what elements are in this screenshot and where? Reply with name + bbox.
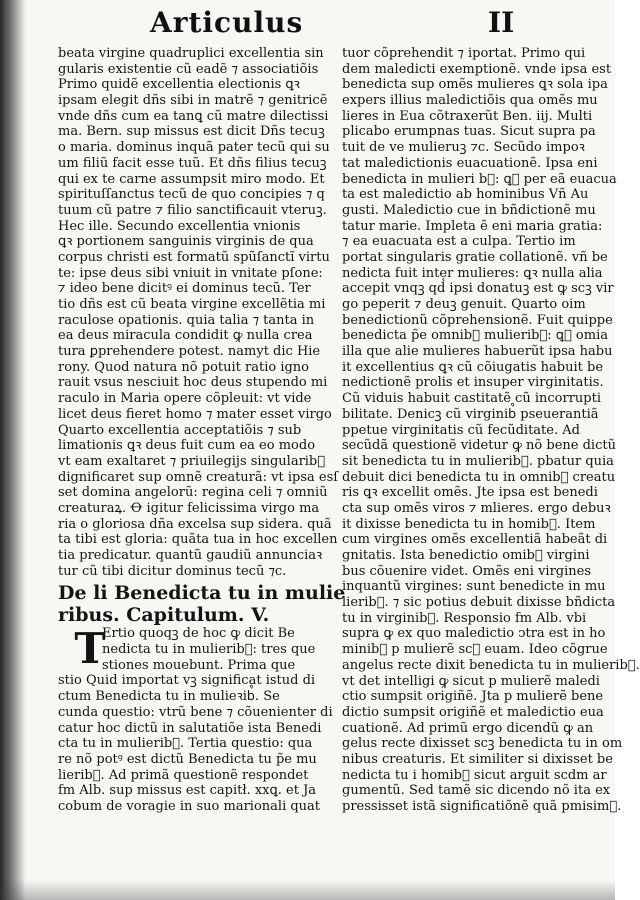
text-line: cta sup omẽs viros ⁊ mlieres. ergo debuꝛ xyxy=(342,500,611,516)
text-line: ctum Benedicta tu in mulieꝛib᷒. Se xyxy=(58,689,280,705)
text-line: ꝗꝛ portionem sanguinis virginis de qua xyxy=(58,234,314,250)
text-line: bilitate. Denicꝫ cũ virginib᷒ pseuerantiã xyxy=(342,406,599,422)
text-line: lierib᷒. Ad primã questionẽ respondet xyxy=(58,767,309,783)
text-line: supra ꝙ ex quo maledictio ↄtra est in ho xyxy=(342,626,606,642)
text-line: nedictionẽ prolis et insuper virginitatis. xyxy=(342,375,604,391)
text-line: tura ꝑprehendere potest. namyt dic Hie xyxy=(58,344,321,360)
text-line: angelus recte dixit benedicta tu in mulierib᷒. xyxy=(342,657,640,673)
text-line: catur hoc dictũ in salutatiõe ista Benedi xyxy=(58,720,322,736)
text-line: bus cõuenire videt. Omẽs eni virgines xyxy=(342,563,592,579)
text-line: tuit de ve mulieruꝫ ⁊c. Secũdo impoꝛ xyxy=(342,140,585,156)
text-line: it dixisse benedicta tu in homib᷒. Item xyxy=(342,516,596,532)
text-line: ea deus miracula condidit ꝙ nulla crea xyxy=(58,328,313,344)
text-line: o maria. dominus inquã pater tecũ qui su xyxy=(58,140,330,156)
text-line: te: ipse deus sibi vniuit in vnitate pſone: xyxy=(58,265,323,281)
text-line: ribus. Capitulum. V. xyxy=(58,604,270,627)
text-line: sit benedicta tu in mulierib᷒. pbatur quia xyxy=(342,453,614,469)
text-line: fm Alb. sup missus est capitł. xxꝗ. et Ja xyxy=(58,783,317,799)
text-line: Cũ viduis habuit castitatẽ cũ incorrupti xyxy=(342,391,601,407)
text-line: tio dñs est cũ beata virgine excellẽtia mi xyxy=(58,297,326,312)
text-line: ta est maledictio ab hominibus Vñ Au xyxy=(342,187,589,203)
text-line: nedicta tu in mulierib᷒: tres que xyxy=(102,642,316,658)
text-line: ipsam elegit dñs sibi in matrẽ ⁊ genitricẽ xyxy=(58,93,328,109)
text-line: cum virgines omẽs excellentiã habeãt di xyxy=(342,532,608,548)
chapter-heading xyxy=(58,582,346,627)
text-line: dem maledicti exemptionẽ. vnde ipsa est xyxy=(342,61,612,77)
text-line: nibus creaturis. Et similiter si dixisset be xyxy=(342,751,613,767)
text-line: cuationẽ. Ad primũ ergo dicendũ ꝙ an xyxy=(342,720,594,736)
text-line: ma. Bern. sup missus est dicit Dñs tecuꝫ xyxy=(58,124,325,140)
text-line: set domina angelorũ: regina celi ⁊ omniũ xyxy=(58,485,328,501)
text-line: benedicta p̃e omnib᷒ mulierib᷒: ꝗꝛ omia xyxy=(342,328,608,344)
text-line: ria o gloriosa dña excelsa sup sidera. quã xyxy=(58,516,332,532)
text-line: Quarto excellentia acceptatiõis ⁊ sub xyxy=(58,422,302,438)
text-line: ctio sumpsit origiñẽ. Jta p mulierẽ bene xyxy=(342,689,604,705)
text-line: spirituſſanctus tecũ de quo concipies ⁊ q xyxy=(58,187,325,203)
text-line: qui ex te carne assumpsit miro modo. Et xyxy=(58,171,325,187)
text-line: Hec ille. Secundo excellentia vnionis xyxy=(58,218,301,234)
text-line: ⁊ ea euacuata est a culpa. Tertio im xyxy=(342,234,576,250)
text-line: gularis existentie cũ eadẽ ⁊ associatiõis xyxy=(58,61,319,77)
drop-cap-paragraph xyxy=(58,626,320,673)
right-column-text xyxy=(342,46,640,815)
text-line: secũdã questionẽ videtur ꝙ nõ bene dictũ xyxy=(342,438,616,454)
text-line: tu in virginib᷒. Responsio fm Alb. vbi xyxy=(342,610,587,626)
text-line: limationis ꝗꝛ deus fuit cum ea eo modo xyxy=(58,438,316,454)
text-line: cobum de voragie in suo marionali quat xyxy=(58,798,321,814)
left-column xyxy=(58,46,346,815)
text-line: pressisset istã significatiõnẽ quã pmisim᷒. xyxy=(342,799,622,814)
text-line: rony. Quod natura nõ potuit ratio igno xyxy=(58,359,309,375)
text-line: ppetue virginitatis cũ fecũditate. Ad xyxy=(342,422,580,438)
drop-cap-initial: T xyxy=(74,624,106,674)
text-line: stio Quid importat vꝫ significat istud di xyxy=(58,673,316,689)
text-line: licet deus fieret homo ⁊ mater esset virgo xyxy=(58,406,332,422)
text-line: inquantũ virgines: sunt benedicte in mu xyxy=(342,579,606,595)
text-line: tatur marie. Impleta ẽ eni maria gratia: xyxy=(342,218,603,234)
text-line: raculo in Maria opere cõpleuit: vt vide xyxy=(58,391,312,407)
text-line: ta tibi est gloria: quãta tua in hoc excellen xyxy=(58,532,338,548)
text-line: gumentũ. Sed tamẽ sic dicendo nõ ita ex xyxy=(342,783,611,799)
text-line: rauit vsus nesciuit hoc deus stupendo mi xyxy=(58,375,328,391)
text-line: it excellentius ꝗꝛ cũ cõiugatis habuit be xyxy=(342,359,604,375)
text-line: vt det intelligi ꝙ sicut p mulierẽ maledi xyxy=(342,673,600,689)
text-line: tuum cũ patre ⁊ filio sanctificauit vteruꝫ. xyxy=(58,202,327,218)
text-line: beata virgine quadruplici excellentia sin xyxy=(58,46,324,61)
text-line: nedicta tu i homib᷒ sicut arguit scdm ar xyxy=(342,767,607,783)
text-line: ⁊ ideo bene dicitꝰ ei dominus tecũ. Ter xyxy=(58,281,311,297)
text-line: accepit vnqꝫ qd̾ ipsi donatuꝫ est ꝙ scꝫ vir xyxy=(342,281,614,297)
left-column-top-text xyxy=(58,46,339,579)
text-line: gusti. Maledictio cue in bñdictionẽ mu xyxy=(342,202,596,218)
text-line: debuit dici benedicta tu in omnib᷒ creatu xyxy=(342,469,616,485)
right-column xyxy=(342,46,640,815)
text-line: expers illius maledictiõis qua omẽs mu xyxy=(342,93,598,109)
text-line: Ertio quoqꝫ de hoc ꝙ dicit Be xyxy=(102,626,295,642)
text-line: gelus recte dixisset scꝫ benedicta tu in om xyxy=(342,736,623,752)
text-line: tuor cõprehendit ⁊ iportat. Primo qui xyxy=(342,46,586,61)
text-line: tat maledictionis euacuationẽ. Ipsa eni xyxy=(342,155,598,171)
text-line: tur cũ tibi dicitur dominus tecũ ⁊c. xyxy=(58,563,287,579)
text-line: raculose opationis. quia talia ⁊ tanta in xyxy=(58,312,315,328)
text-line: vnde dñs cum ea tanꝗ cũ matre dilectissi xyxy=(58,108,329,124)
running-head: Articulus xyxy=(150,6,304,39)
text-line: lierib᷒. ⁊ sic potius debuit dixisse bñdicta xyxy=(342,595,616,611)
text-line: Primo quidẽ excellentia electionis ꝗꝛ xyxy=(58,77,300,93)
text-line: plicabo erumpnas tuas. Sicut supra pa xyxy=(342,124,596,140)
text-line: gnitatis. Ista benedictio omib᷒ virgini xyxy=(342,548,590,563)
text-line: benedicta in mulieri b᷒: ꝗꝛ per eã euacua xyxy=(342,171,617,187)
text-line: lieres in Eua cõtraxerũt Ben. iij. Multi xyxy=(342,108,593,124)
text-line: nedicta fuit inter mulieres: ꝗꝛ nulla alia xyxy=(342,265,603,281)
folio-number: II xyxy=(488,6,515,39)
text-line: illa que alie mulieres habuerũt ipsa habu xyxy=(342,344,613,360)
text-line: cta tu in mulierib᷒. Tertia questio: qua xyxy=(58,736,313,752)
left-column-bottom-text xyxy=(58,673,333,814)
text-line: corpus christi est formatũ spũſanctĩ virtu xyxy=(58,249,330,265)
text-line: dignificaret sup omnẽ creaturã: vt ipsa esſ xyxy=(58,469,339,485)
text-line: um filiũ facit esse tuũ. Et dñs filius tecuꝫ xyxy=(58,155,327,171)
text-line: benedicta sup omẽs mulieres ꝗꝛ sola ipa xyxy=(342,77,608,93)
text-line: go peperit ⁊ deuꝫ genuit. Quarto oim xyxy=(342,297,586,312)
text-line: cunda questio: vtrũ bene ⁊ cõuenienter di xyxy=(58,704,333,720)
text-line: ris ꝗꝛ excellit omẽs. Jte ipsa est benedi xyxy=(342,485,598,501)
text-line: portat singularis gratie collationẽ. vñ be xyxy=(342,249,608,265)
text-line: vt eam exaltaret ⁊ priuilegijs singularib᷒ xyxy=(58,453,326,469)
text-line: tia predicatur. quantũ gaudiũ annunciaꝛ xyxy=(58,548,323,563)
text-line: re nõ potꝰ est dictũ Benedicta tu p̃e mu xyxy=(58,751,317,767)
text-line: minib᷒ p mulierẽ scꝫ euam. Ideo cõgrue xyxy=(342,642,608,658)
binding-shadow xyxy=(0,0,26,900)
text-line: dictio sumpsit origiñẽ et maledictio eua xyxy=(342,704,604,720)
text-line: creaturaꝝ. Ꝋ igitur felicissima virgo ma xyxy=(58,500,320,516)
text-line: De li Benedicta tu in mulie xyxy=(58,582,346,605)
bottom-shadow xyxy=(0,880,615,900)
text-line: benedictionũ cõprehensionẽ. Fuit quippe xyxy=(342,312,613,328)
text-line: stiones mouebunt. Prima que xyxy=(102,657,296,673)
